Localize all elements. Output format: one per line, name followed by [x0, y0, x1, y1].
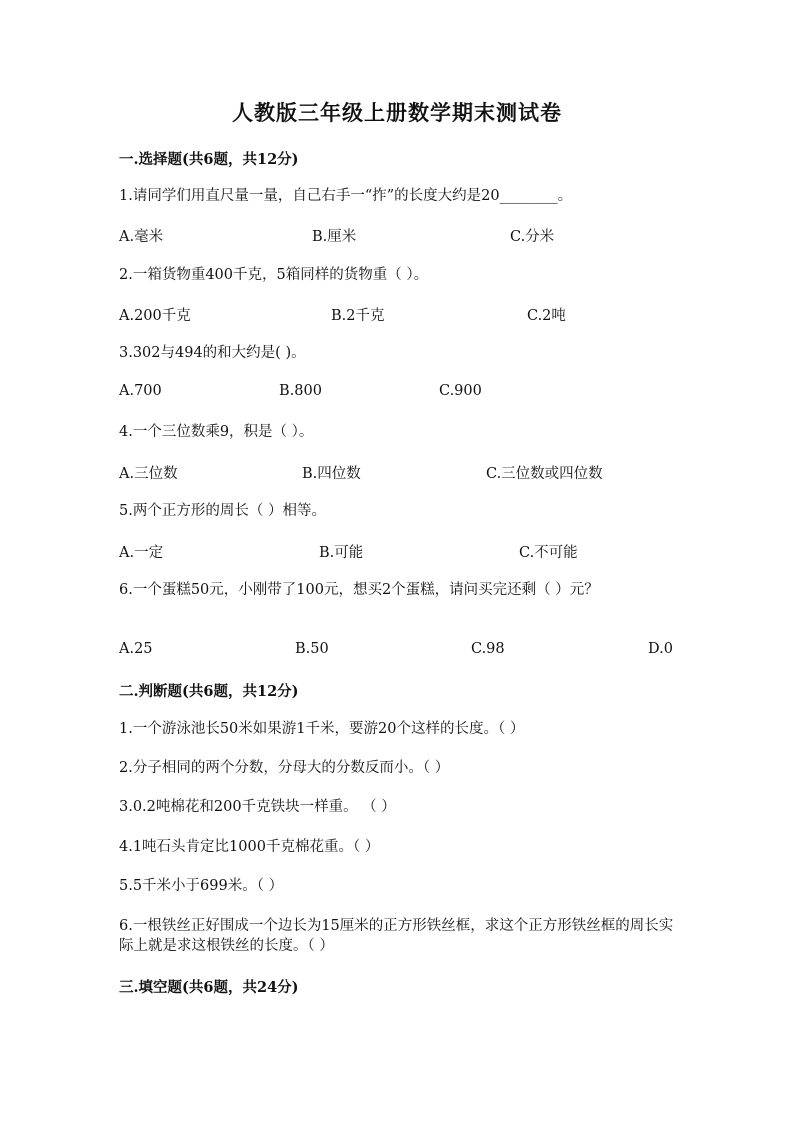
section-heading-fill-blank: 三.填空题(共6题，共24分)	[119, 979, 299, 996]
option-c: C.98	[471, 641, 505, 657]
options-1	[119, 225, 679, 245]
option-a: A.三位数	[119, 466, 178, 482]
option-a: A.毫米	[119, 229, 164, 245]
option-b: B.厘米	[312, 229, 357, 245]
judgement-6: 6.一根铁丝正好围成一个边长为15厘米的正方形铁丝框，求这个正方形铁丝框的周长实际上就是求这根铁丝的长度。（ ）	[119, 918, 674, 954]
question-3: 3.302与494的和大约是( )。	[119, 345, 306, 361]
option-b: B.50	[295, 641, 329, 657]
option-c: C.分米	[510, 229, 555, 245]
question-1: 1.请同学们用直尺量一量，自己右手一“拃”的长度大约是20________。	[119, 188, 573, 204]
option-c: C.三位数或四位数	[486, 466, 603, 482]
judgement-1: 1.一个游泳池长50米如果游1千米，要游20个这样的长度。（ ）	[119, 721, 525, 737]
judgement-3: 3.0.2吨棉花和200千克铁块一样重。 （ ）	[119, 799, 396, 815]
judgement-4: 4.1吨石头肯定比1000千克棉花重。（ ）	[119, 839, 380, 855]
option-d: D.0	[648, 641, 673, 657]
options-4	[119, 462, 679, 482]
options-6	[119, 641, 679, 661]
options-2	[119, 304, 679, 324]
option-a: A.一定	[119, 545, 164, 561]
question-6: 6.一个蛋糕50元，小刚带了100元，想买2个蛋糕，请问买完还剩（ ）元？	[119, 582, 599, 598]
question-5: 5.两个正方形的周长（ ）相等。	[119, 503, 326, 519]
question-4: 4.一个三位数乘9，积是（ ）。	[119, 424, 314, 440]
judgement-5: 5.5千米小于699米。（ ）	[119, 878, 284, 894]
section-heading-choice: 一.选择题(共6题，共12分)	[119, 151, 299, 168]
options-5	[119, 541, 679, 561]
option-a: A.25	[119, 641, 153, 657]
option-b: B.800	[279, 383, 322, 399]
question-2: 2.一箱货物重400千克，5箱同样的货物重（ ）。	[119, 267, 429, 283]
option-c: C.不可能	[519, 545, 578, 561]
option-b: B.可能	[319, 545, 364, 561]
option-b: B.四位数	[302, 466, 361, 482]
option-b: B.2千克	[331, 308, 385, 324]
judgement-2: 2.分子相同的两个分数，分母大的分数反而小。（ ）	[119, 760, 450, 776]
page-title: 人教版三年级上册数学期末测试卷	[232, 100, 562, 125]
section-heading-judgement: 二.判断题(共6题，共12分)	[119, 683, 299, 700]
option-a: A.200千克	[119, 308, 191, 324]
option-c: C.900	[439, 383, 482, 399]
option-c: C.2吨	[527, 308, 566, 324]
options-3	[119, 383, 679, 403]
option-a: A.700	[119, 383, 162, 399]
